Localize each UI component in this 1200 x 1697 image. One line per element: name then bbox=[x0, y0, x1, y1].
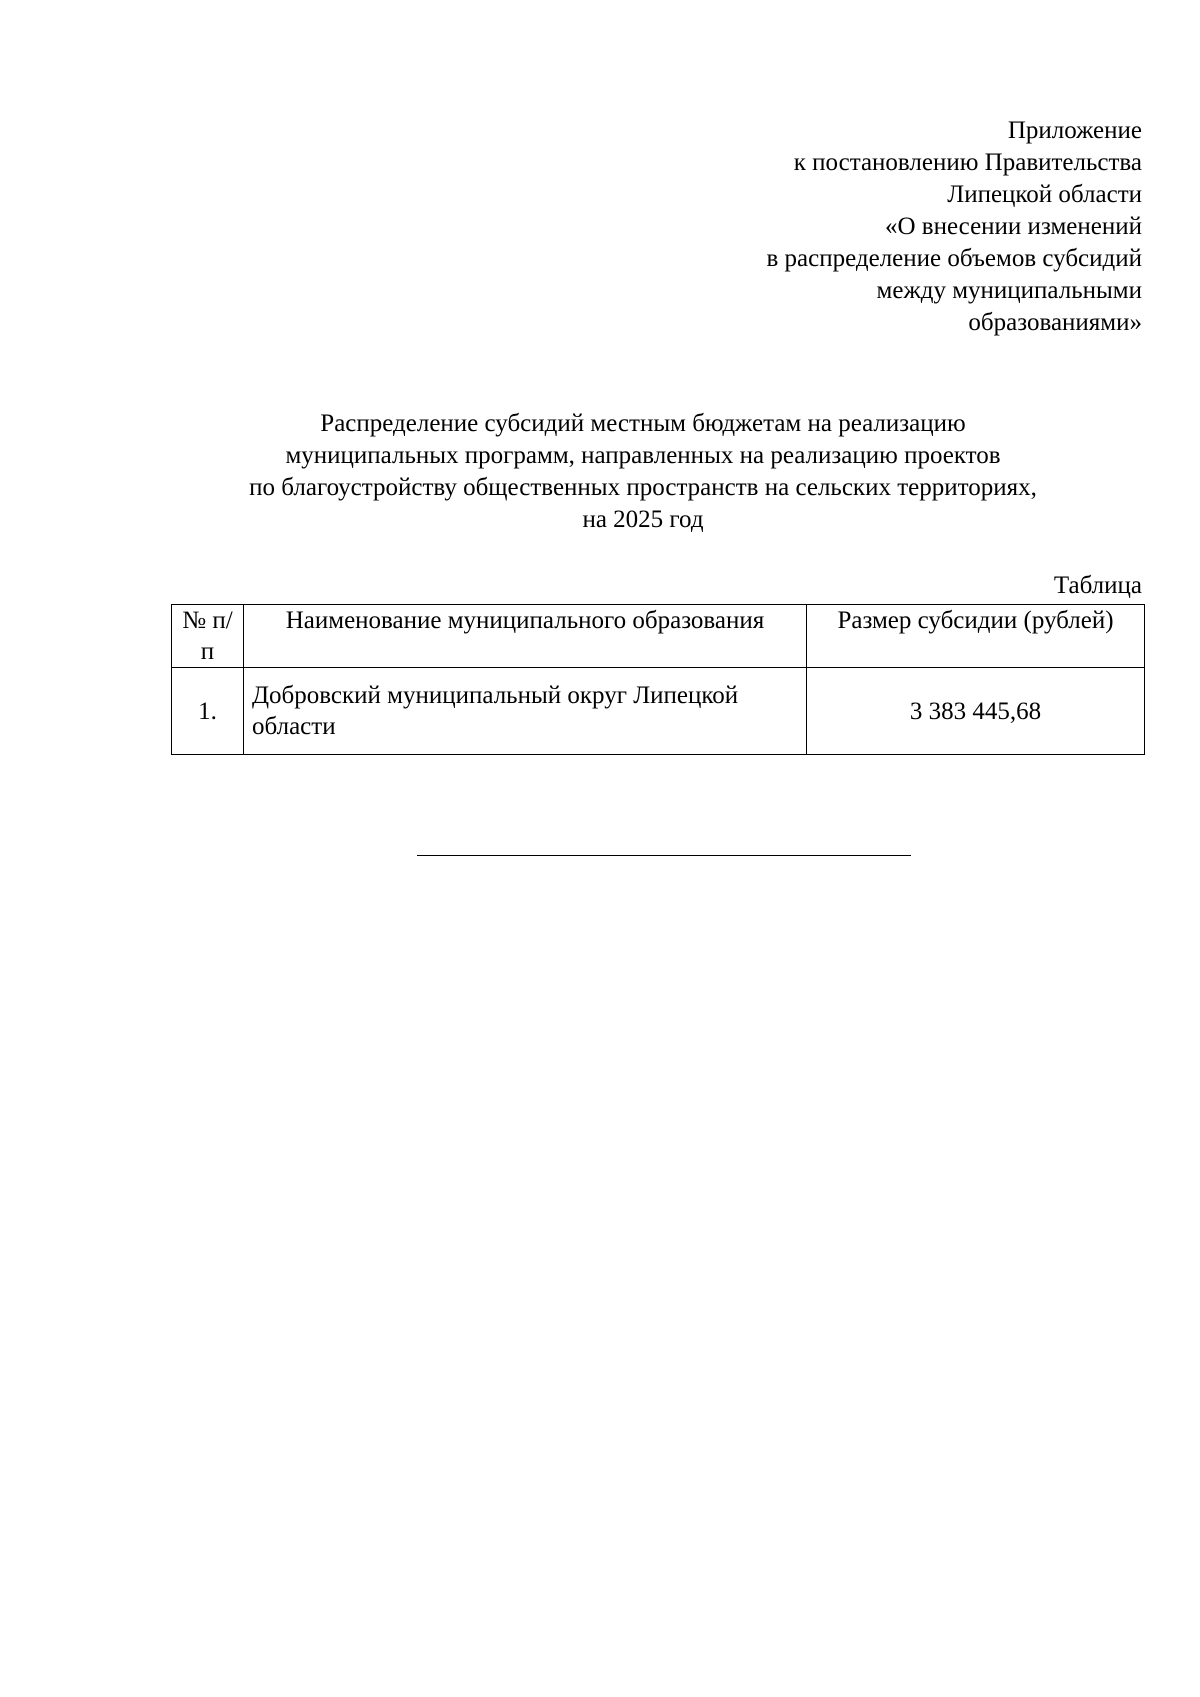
title-line: Распределение субсидий местным бюджетам на реализацию bbox=[320, 410, 966, 437]
header-name: Наименование муниципального образования bbox=[244, 605, 807, 668]
appendix-line: Липецкой области bbox=[947, 181, 1142, 208]
subsidy-table bbox=[171, 604, 1145, 755]
row-amount: 3 383 445,68 bbox=[807, 668, 1145, 755]
row-name: Добровский муниципальный округ Липецкой области bbox=[244, 668, 807, 755]
appendix-line: «О внесении изменений bbox=[884, 213, 1142, 240]
table-row bbox=[172, 668, 1145, 755]
appendix-line: образованиями» bbox=[968, 309, 1142, 336]
footer-divider bbox=[417, 855, 911, 856]
appendix-line: в распределение объемов субсидий bbox=[766, 245, 1142, 272]
table-caption: Таблица bbox=[1053, 572, 1142, 599]
document-title bbox=[171, 408, 1115, 536]
appendix-line: Приложение bbox=[1007, 117, 1142, 144]
appendix-header bbox=[767, 115, 1143, 339]
title-line: по благоустройству общественных пространств на сельских территориях, bbox=[249, 474, 1037, 501]
appendix-line: между муниципальными bbox=[876, 277, 1142, 304]
header-amount: Размер субсидии (рублей) bbox=[807, 605, 1145, 668]
title-line: на 2025 год bbox=[582, 506, 704, 533]
row-num: 1. bbox=[172, 668, 244, 755]
appendix-line: к постановлению Правительства bbox=[793, 149, 1142, 176]
table-header-row bbox=[172, 605, 1145, 668]
title-line: муниципальных программ, направленных на реализацию проектов bbox=[285, 442, 1001, 469]
header-num: № п/п bbox=[172, 605, 244, 668]
